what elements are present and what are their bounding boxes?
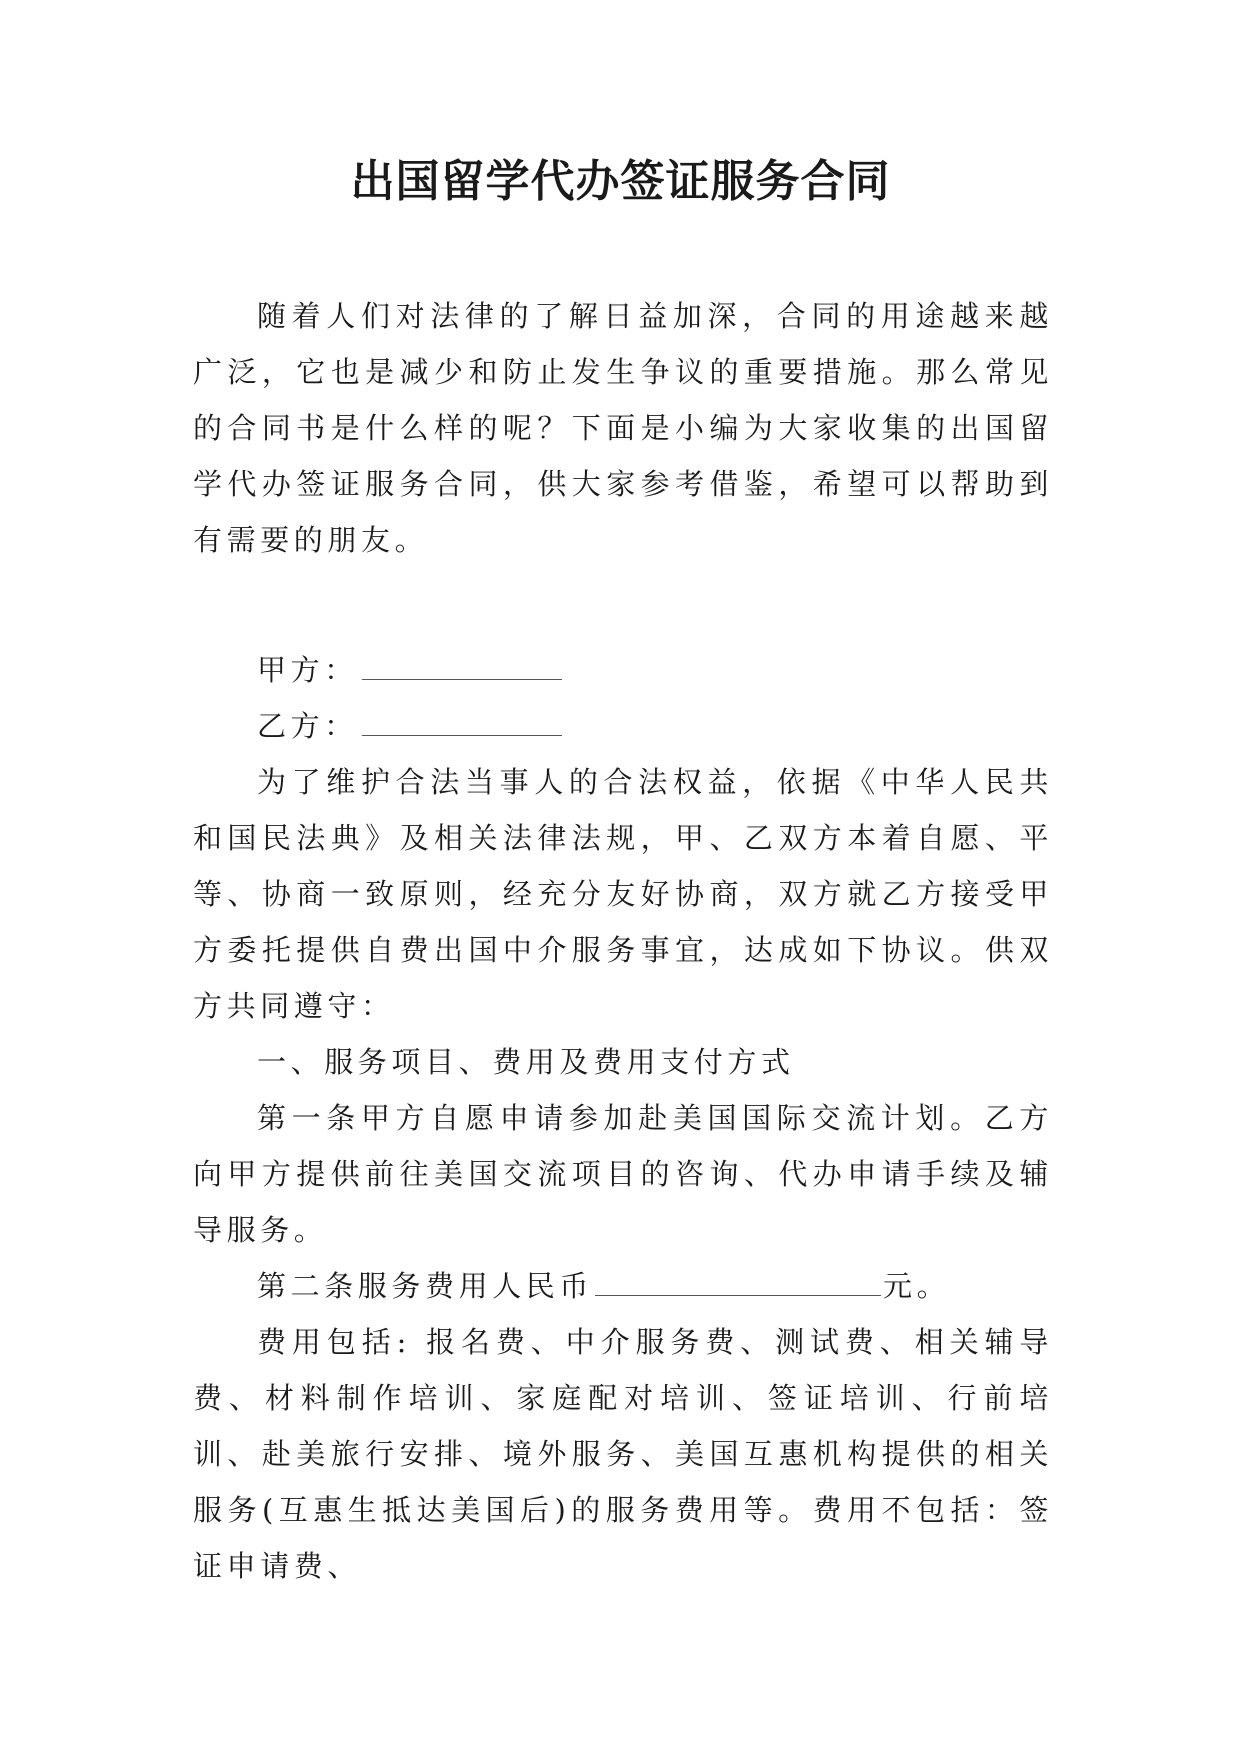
fees-paragraph: 费用包括: 报名费、中介服务费、测试费、相关辅导费、材料制作培训、家庭配对培训、签证培训、行前培训、赴美旅行安排、境外服务、美国互惠机构提供的相关服务(互惠生抵达美国后)的服务费用等。费用不包括：签证申请费、 (193, 1325, 1053, 1583)
party-b-label: 乙方： (257, 709, 358, 743)
intro-paragraph: 随着人们对法律的了解日益加深，合同的用途越来越广泛，它也是减少和防止发生争议的重要措施。那么常见的合同书是什么样的呢？下面是小编为大家收集的出国留学代办签证服务合同，供大家参考借鉴，希望可以帮助到有需要的朋友。 (193, 299, 1053, 557)
article-1-paragraph: 第一条甲方自愿申请参加赴美国国际交流计划。乙方向甲方提供前往美国交流项目的咨询、代办申请手续及辅导服务。 (193, 1101, 1053, 1247)
party-a-line (193, 642, 1053, 698)
contract-body (193, 642, 1053, 1594)
article-2-paragraph (193, 1258, 1053, 1314)
section-1-heading: 一、服务项目、费用及费用支付方式 (257, 1045, 795, 1079)
fee-amount-blank (595, 1273, 881, 1296)
party-b-line (193, 698, 1053, 754)
preamble-paragraph: 为了维护合法当事人的合法权益，依据《中华人民共和国民法典》及相关法律法规，甲、乙双方本着自愿、平等、协商一致原则，经充分友好协商，双方就乙方接受甲方委托提供自费出国中介服务事宜，达成如下协议。供双方共同遵守： (193, 765, 1053, 1023)
party-b-blank (362, 713, 562, 736)
article-2-suffix: 元。 (883, 1269, 951, 1303)
article-2-prefix: 第二条服务费用人民币 (257, 1269, 594, 1303)
party-a-label: 甲方： (257, 653, 358, 687)
intro-section (193, 288, 1053, 568)
document-title: 出国留学代办签证服务合同 (350, 156, 891, 207)
party-a-blank (362, 657, 562, 680)
